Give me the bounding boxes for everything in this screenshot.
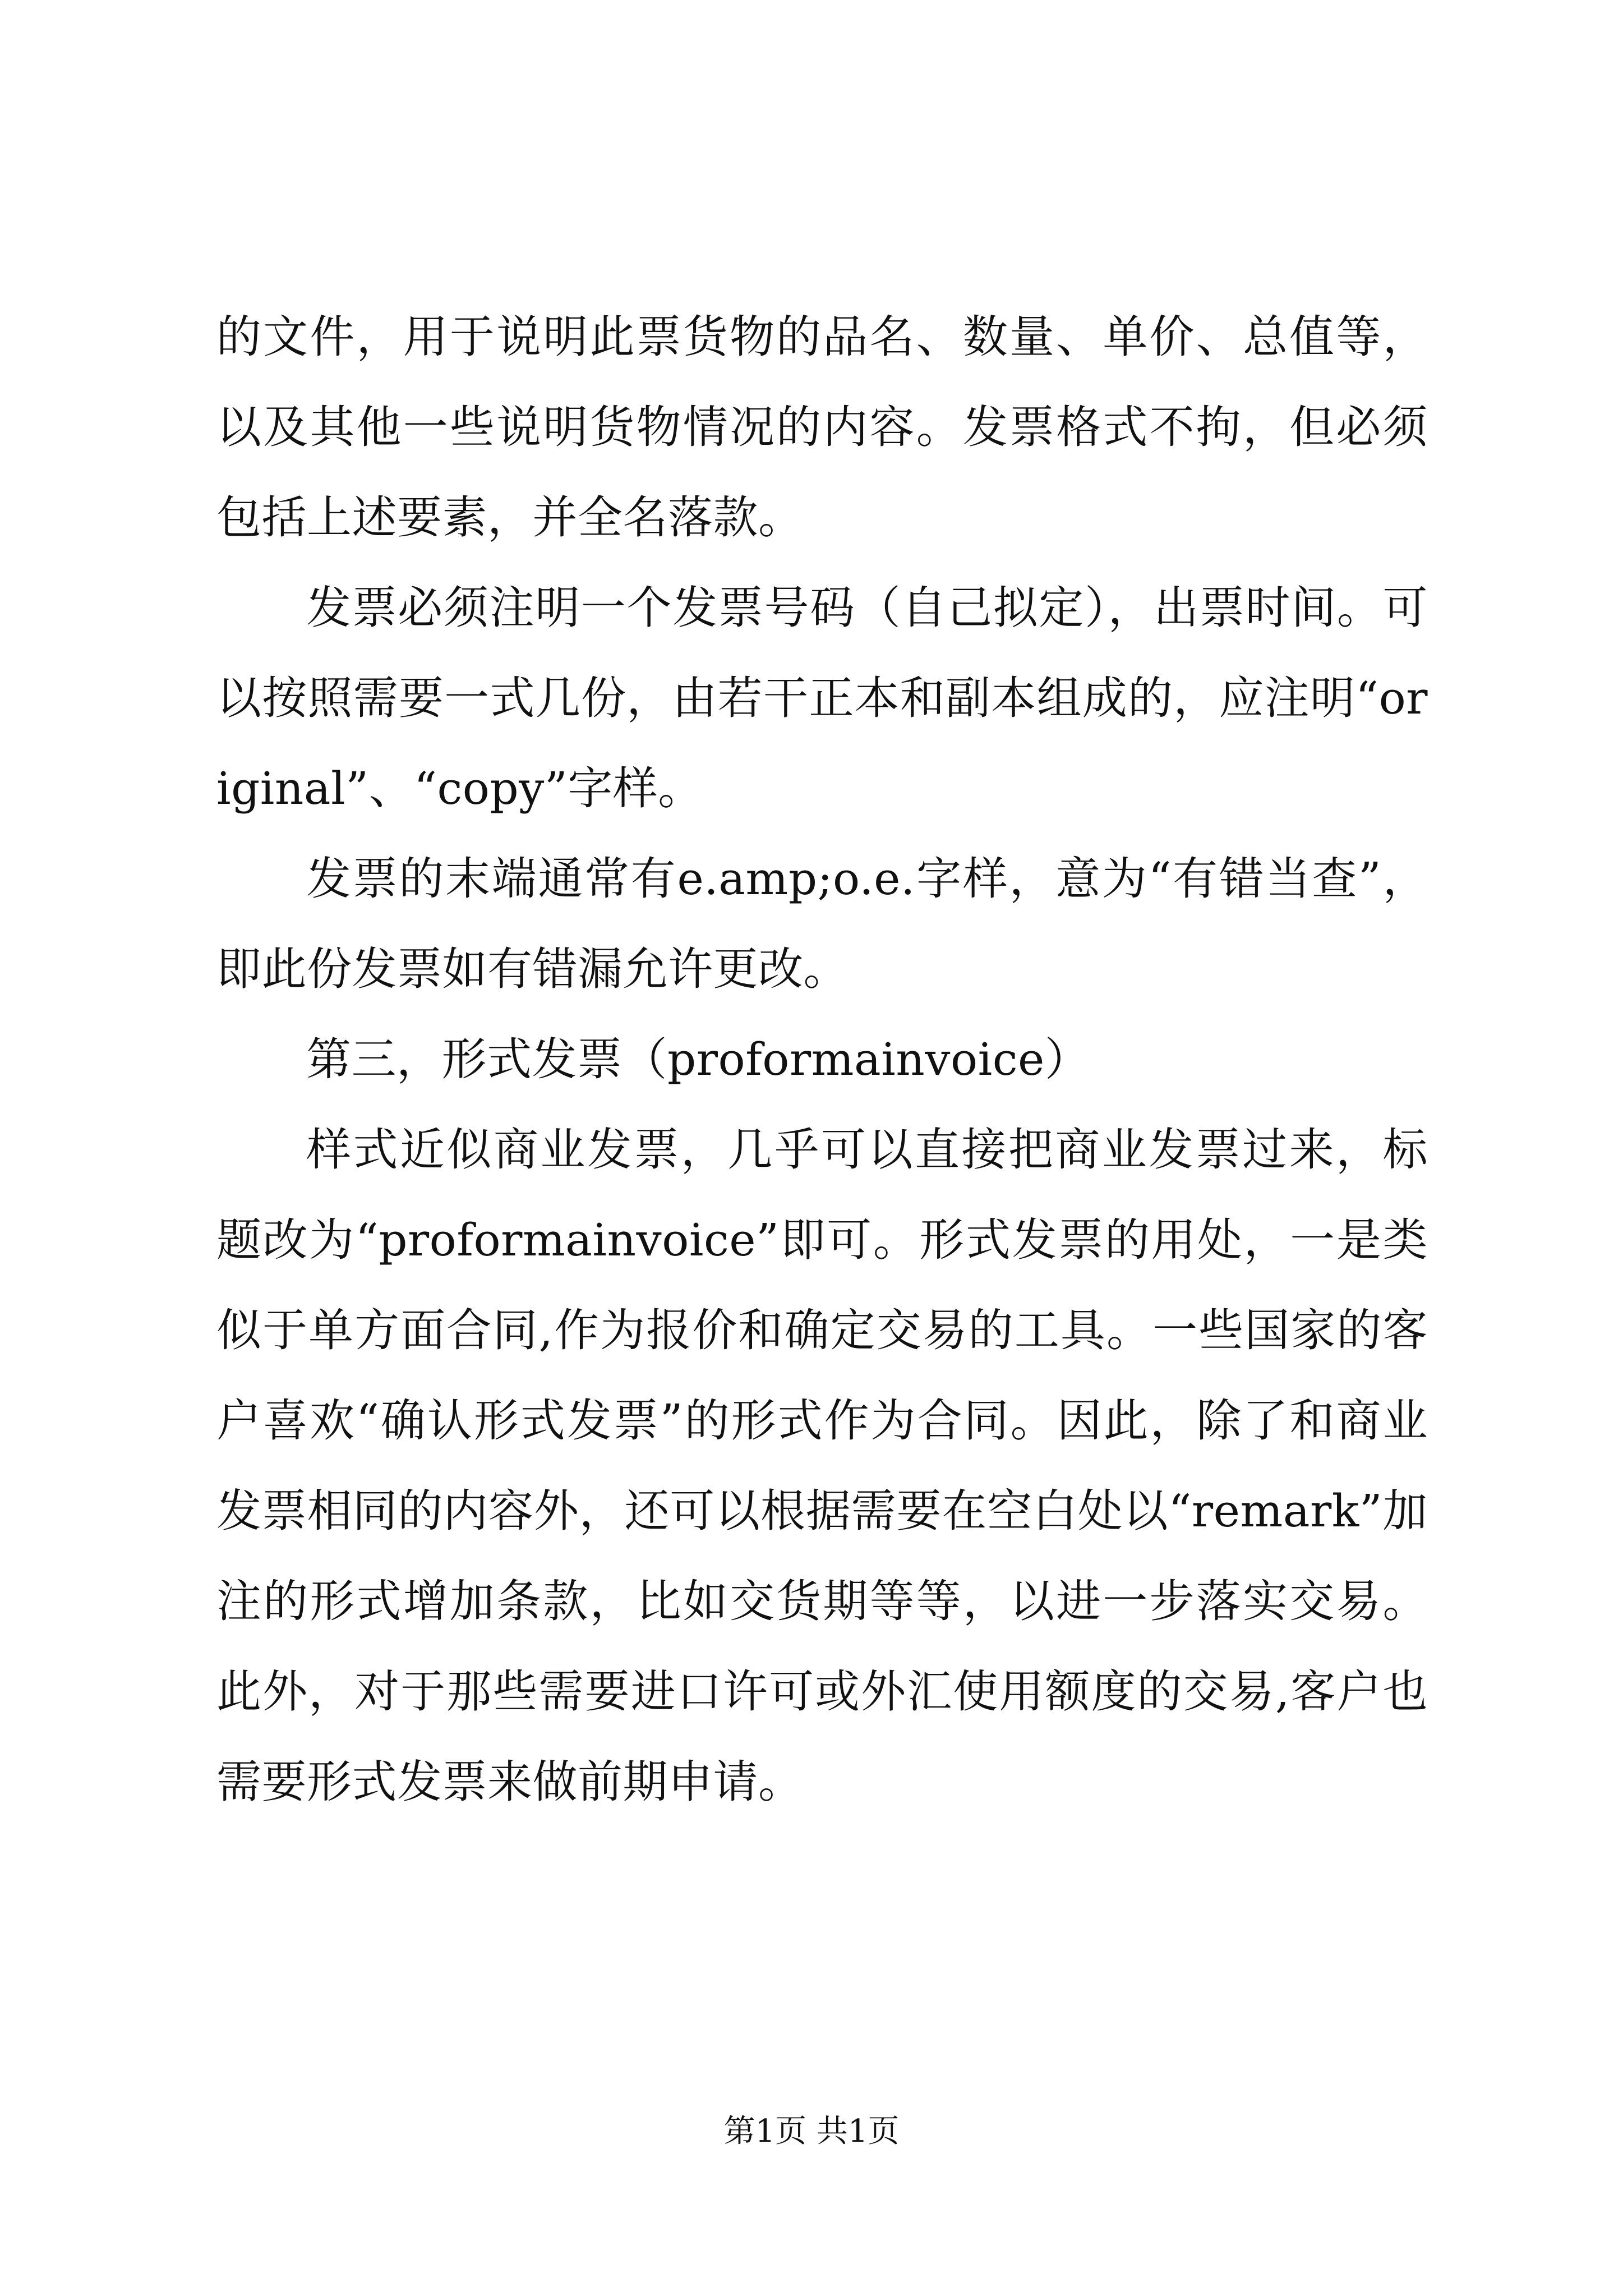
- document-body: [216, 292, 1428, 1827]
- paragraph-2: 发票必须注明一个发票号码（自己拟定），出票时间。可以按照需要一式几份，由若干正本和副本组成的，应注明“original”、“copy”字样。: [216, 582, 1428, 815]
- section-heading: 第三，形式发票（proformainvoice）: [306, 1033, 1090, 1085]
- paragraph-3: 发票的末端通常有e.amp;o.e.字样，意为“有错当查”，即此份发票如有错漏允许更改。: [216, 853, 1428, 995]
- paragraph-5: 样式近似商业发票，几乎可以直接把商业发票过来，标题改为“proformainvoice”即可。形式发票的用处，一是类似于单方面合同,作为报价和确定交易的工具。一些国家的客户喜欢“确认形式发票”的形式作为合同。因此，除了和商业发票相同的内容外，还可以根据需要在空白处以“remark”加注的形式增加条款，比如交货期等等，以进一步落实交易。此外，对于那些需要进口许可或外汇使用额度的交易,客户也需要形式发票来做前期申请。: [216, 1124, 1428, 1808]
- page-footer: 第1页 共1页: [723, 2113, 900, 2150]
- paragraph-1: 的文件，用于说明此票货物的品名、数量、单价、总值等，以及其他一些说明货物情况的内容。发票格式不拘，但必须包括上述要素，并全名落款。: [216, 311, 1428, 544]
